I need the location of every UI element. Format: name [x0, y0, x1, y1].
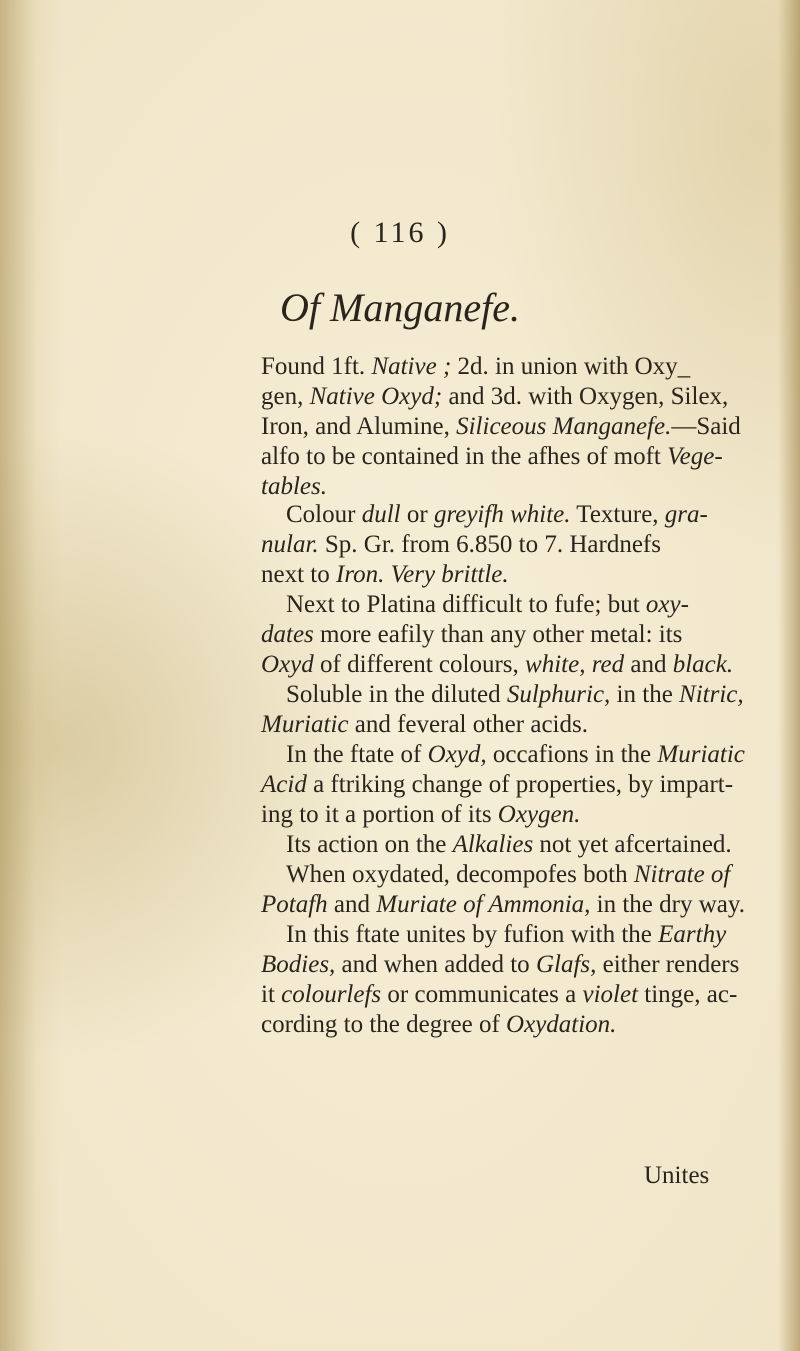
text-run: it [261, 981, 282, 1008]
text-run: or communicates a [381, 981, 583, 1008]
text-run: Soluble in the diluted [286, 681, 507, 708]
text-run: Vege- [667, 443, 723, 470]
text-line [286, 740, 745, 770]
text-run: Alkalies [452, 831, 534, 858]
text-line [261, 980, 737, 1010]
text-run: greyifh white. [433, 501, 571, 528]
text-run: and when added to [335, 951, 536, 978]
text-run: When oxydated, decompofes both [286, 861, 634, 888]
text-run: cording to the degree of [261, 1011, 507, 1038]
text-run: dull [361, 501, 401, 528]
text-run: next to [261, 561, 336, 588]
page-number: ( 116 ) [350, 216, 450, 249]
text-run: Oxyd [261, 651, 314, 678]
text-run: Muriatic [657, 741, 745, 768]
text-run: not yet afcertained. [533, 831, 732, 858]
page-right-shadow [778, 0, 800, 1351]
text-run: dates [261, 621, 314, 648]
text-run: 2d. in union with Oxy_ [451, 353, 691, 380]
text-line [286, 860, 730, 890]
text-run: Sp. Gr. from 6.850 to 7. Hardnefs [318, 531, 661, 558]
text-run: Nitrate of [633, 861, 731, 888]
text-run: either renders [596, 951, 740, 978]
text-run: Earthy [658, 921, 727, 948]
text-run: Next to Platina difficult to fufe; but [286, 591, 646, 618]
text-run: and [624, 651, 673, 678]
text-run: In the ftate of [286, 741, 428, 768]
text-line [261, 412, 741, 442]
text-run: Oxyd, [427, 741, 487, 768]
text-line [261, 442, 723, 472]
text-line [261, 710, 588, 740]
text-run: violet [582, 981, 639, 1008]
text-run: of different colours, [313, 651, 526, 678]
text-line [261, 770, 733, 800]
text-line [261, 530, 661, 560]
text-run: Native ; [371, 353, 452, 380]
text-run: Acid [261, 771, 307, 798]
text-run: alfo to be contained in the afhes of moft [261, 443, 668, 470]
text-line [286, 830, 732, 860]
text-line [261, 382, 728, 412]
catchword: Unites [644, 1162, 710, 1189]
text-run: Iron, and Alumine, [261, 413, 457, 440]
text-run: more eafily than any other metal: its [313, 621, 683, 648]
text-run: and feveral other acids. [348, 711, 588, 738]
text-line [261, 650, 733, 680]
text-run: Bodies, [261, 951, 336, 978]
text-line [261, 620, 682, 650]
text-run: oxy- [645, 591, 689, 618]
text-run: Sulphuric, [506, 681, 611, 708]
text-run: Native Oxyd; [309, 383, 443, 410]
text-run: black. [672, 651, 734, 678]
text-line [261, 950, 739, 980]
text-run: and [327, 891, 377, 918]
text-run: gra- [664, 501, 708, 528]
text-run: Glafs, [535, 951, 597, 978]
text-line [261, 800, 580, 830]
text-line [286, 920, 726, 950]
text-line [261, 472, 327, 502]
text-run: white, red [525, 651, 625, 678]
text-run: gen, [261, 383, 310, 410]
text-run: —Said [671, 413, 741, 440]
text-run: colourlefs [281, 981, 382, 1008]
text-run: and 3d. with Oxygen, Silex, [442, 383, 729, 410]
text-run: or [400, 501, 434, 528]
text-line [286, 590, 689, 620]
text-run: Oxygen. [497, 801, 581, 828]
text-run: Found 1ft. [261, 353, 372, 380]
text-run: occafions in the [486, 741, 658, 768]
text-run: Muriate of Ammonia, [376, 891, 591, 918]
text-line [286, 680, 744, 710]
text-run: nular. [261, 531, 319, 558]
text-run: Iron. Very brittle. [336, 561, 509, 588]
text-run: Colour [286, 501, 362, 528]
text-run: Texture, [570, 501, 665, 528]
text-run: a ftriking change of properties, by impart- [306, 771, 734, 798]
text-run: in the [610, 681, 680, 708]
text-run: tables. [261, 473, 327, 500]
page-left-shadow [0, 0, 60, 1351]
text-line [261, 1010, 616, 1040]
text-line [261, 890, 745, 920]
page-heading: Of Manganefe. [280, 285, 520, 330]
text-run: In this ftate unites by fufion with the [286, 921, 659, 948]
text-line [261, 560, 509, 590]
text-run: in the dry way. [590, 891, 745, 918]
text-run: Potafh [261, 891, 328, 918]
text-run: Oxydation. [506, 1011, 617, 1038]
text-run: ing to it a portion of its [261, 801, 498, 828]
text-run: Its action on the [286, 831, 453, 858]
text-line [261, 352, 690, 382]
text-line [286, 500, 708, 530]
text-run: Muriatic [261, 711, 349, 738]
text-run: Siliceous Manganefe. [456, 413, 672, 440]
text-run: tinge, ac- [638, 981, 738, 1008]
text-run: Nitric, [679, 681, 744, 708]
